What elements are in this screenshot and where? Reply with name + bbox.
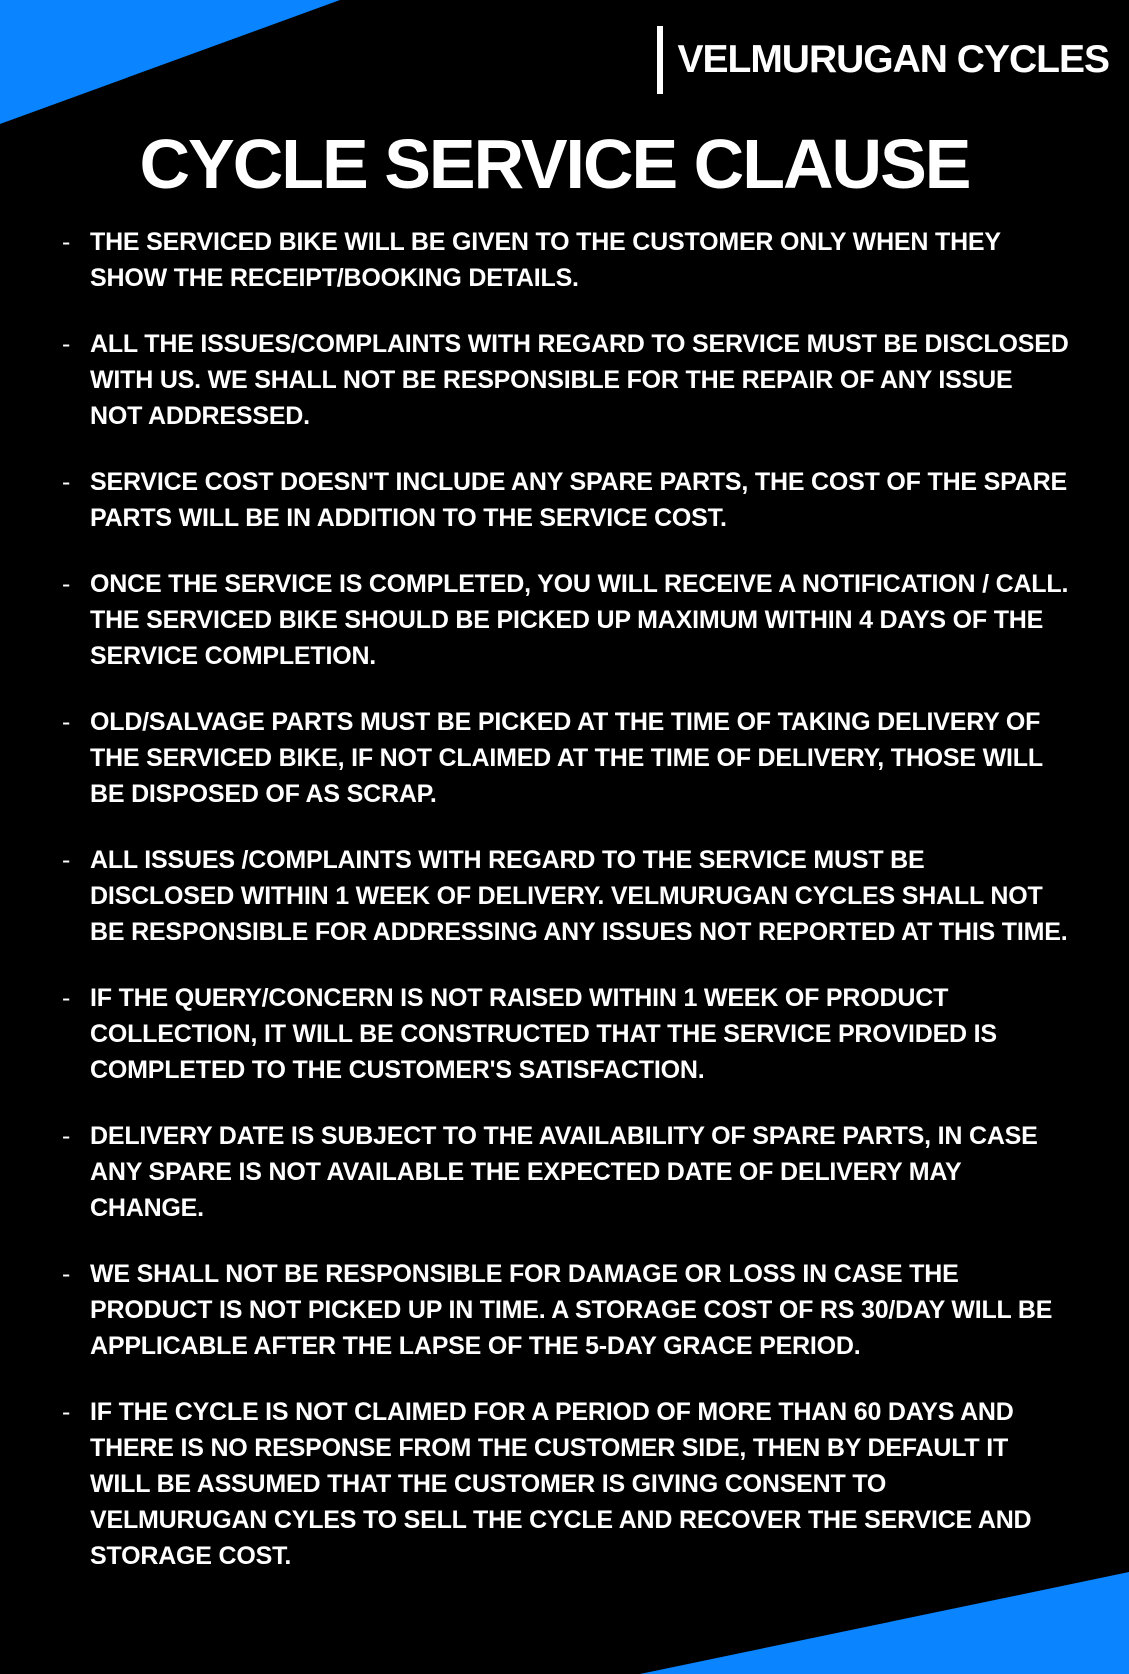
clause-text: IF THE QUERY/CONCERN IS NOT RAISED WITHIN 1 WEEK OF PRODUCT COLLECTION, IT WILL BE CONSTRUCTED THAT THE SERVICE PROVIDED IS COMPLETED TO THE CUSTOMER'S SATISFACTION. xyxy=(90,984,997,1084)
clause-text: THE SERVICED BIKE WILL BE GIVEN TO THE CUSTOMER ONLY WHEN THEY SHOW THE RECEIPT/BOOKING DETAILS. xyxy=(90,228,1001,292)
bullet-dash: - xyxy=(62,708,71,736)
clause-item xyxy=(60,1394,1070,1574)
clause-item xyxy=(60,1118,1070,1226)
clause-list xyxy=(60,224,1070,1604)
clause-text: SERVICE COST DOESN'T INCLUDE ANY SPARE PARTS, THE COST OF THE SPARE PARTS WILL BE IN ADDITION TO THE SERVICE COST. xyxy=(90,468,1067,532)
clause-text: WE SHALL NOT BE RESPONSIBLE FOR DAMAGE OR LOSS IN CASE THE PRODUCT IS NOT PICKED UP IN TIME. A STORAGE COST OF RS 30/DAY WILL BE APPLICABLE AFTER THE LAPSE OF THE 5-DAY GRACE PERIOD. xyxy=(90,1260,1053,1360)
clause-item xyxy=(60,326,1070,434)
bullet-dash: - xyxy=(62,1122,71,1150)
bullet-dash: - xyxy=(62,570,71,598)
bullet-dash: - xyxy=(62,468,71,496)
clause-item xyxy=(60,1256,1070,1364)
clause-item xyxy=(60,224,1070,296)
clause-item xyxy=(60,980,1070,1088)
clause-text: ONCE THE SERVICE IS COMPLETED, YOU WILL RECEIVE A NOTIFICATION / CALL. THE SERVICED BIKE SHOULD BE PICKED UP MAXIMUM WITHIN 4 DAYS OF THE SERVICE COMPLETION. xyxy=(90,570,1069,670)
bullet-dash: - xyxy=(62,1260,71,1288)
clause-text: ALL THE ISSUES/COMPLAINTS WITH REGARD TO SERVICE MUST BE DISCLOSED WITH US. WE SHALL NOT BE RESPONSIBLE FOR THE REPAIR OF ANY ISSUE NOT ADDRESSED. xyxy=(90,330,1069,430)
brand-name: VELMURUGAN CYCLES xyxy=(677,38,1109,81)
clause-item xyxy=(60,464,1070,536)
brand-divider xyxy=(657,26,663,94)
bullet-dash: - xyxy=(62,1398,71,1426)
accent-triangle-top xyxy=(0,0,340,124)
bullet-dash: - xyxy=(62,984,71,1012)
bullet-dash: - xyxy=(62,330,71,358)
brand-header xyxy=(657,26,1109,94)
bullet-dash: - xyxy=(62,228,71,256)
clause-item xyxy=(60,566,1070,674)
page-title: CYCLE SERVICE CLAUSE xyxy=(139,125,970,203)
clause-text: IF THE CYCLE IS NOT CLAIMED FOR A PERIOD OF MORE THAN 60 DAYS AND THERE IS NO RESPONSE FROM THE CUSTOMER SIDE, THEN BY DEFAULT IT WILL BE ASSUMED THAT THE CUSTOMER IS GIVING CONSENT TO VELMURUGAN CYLES TO SELL THE CYCLE AND RECOVER THE SERVICE AND STORAGE COST. xyxy=(90,1398,1032,1570)
bullet-dash: - xyxy=(62,846,71,874)
clause-text: OLD/SALVAGE PARTS MUST BE PICKED AT THE TIME OF TAKING DELIVERY OF THE SERVICED BIKE, IF NOT CLAIMED AT THE TIME OF DELIVERY, THOSE WILL BE DISPOSED OF AS SCRAP. xyxy=(90,708,1043,808)
clause-text: ALL ISSUES /COMPLAINTS WITH REGARD TO THE SERVICE MUST BE DISCLOSED WITHIN 1 WEEK OF DELIVERY. VELMURUGAN CYCLES SHALL NOT BE RESPONSIBLE FOR ADDRESSING ANY ISSUES NOT REPORTED AT THIS TIME. xyxy=(90,846,1068,946)
clause-item xyxy=(60,842,1070,950)
clause-item xyxy=(60,704,1070,812)
clause-text: DELIVERY DATE IS SUBJECT TO THE AVAILABILITY OF SPARE PARTS, IN CASE ANY SPARE IS NOT AVAILABLE THE EXPECTED DATE OF DELIVERY MAY CHANGE. xyxy=(90,1122,1038,1222)
